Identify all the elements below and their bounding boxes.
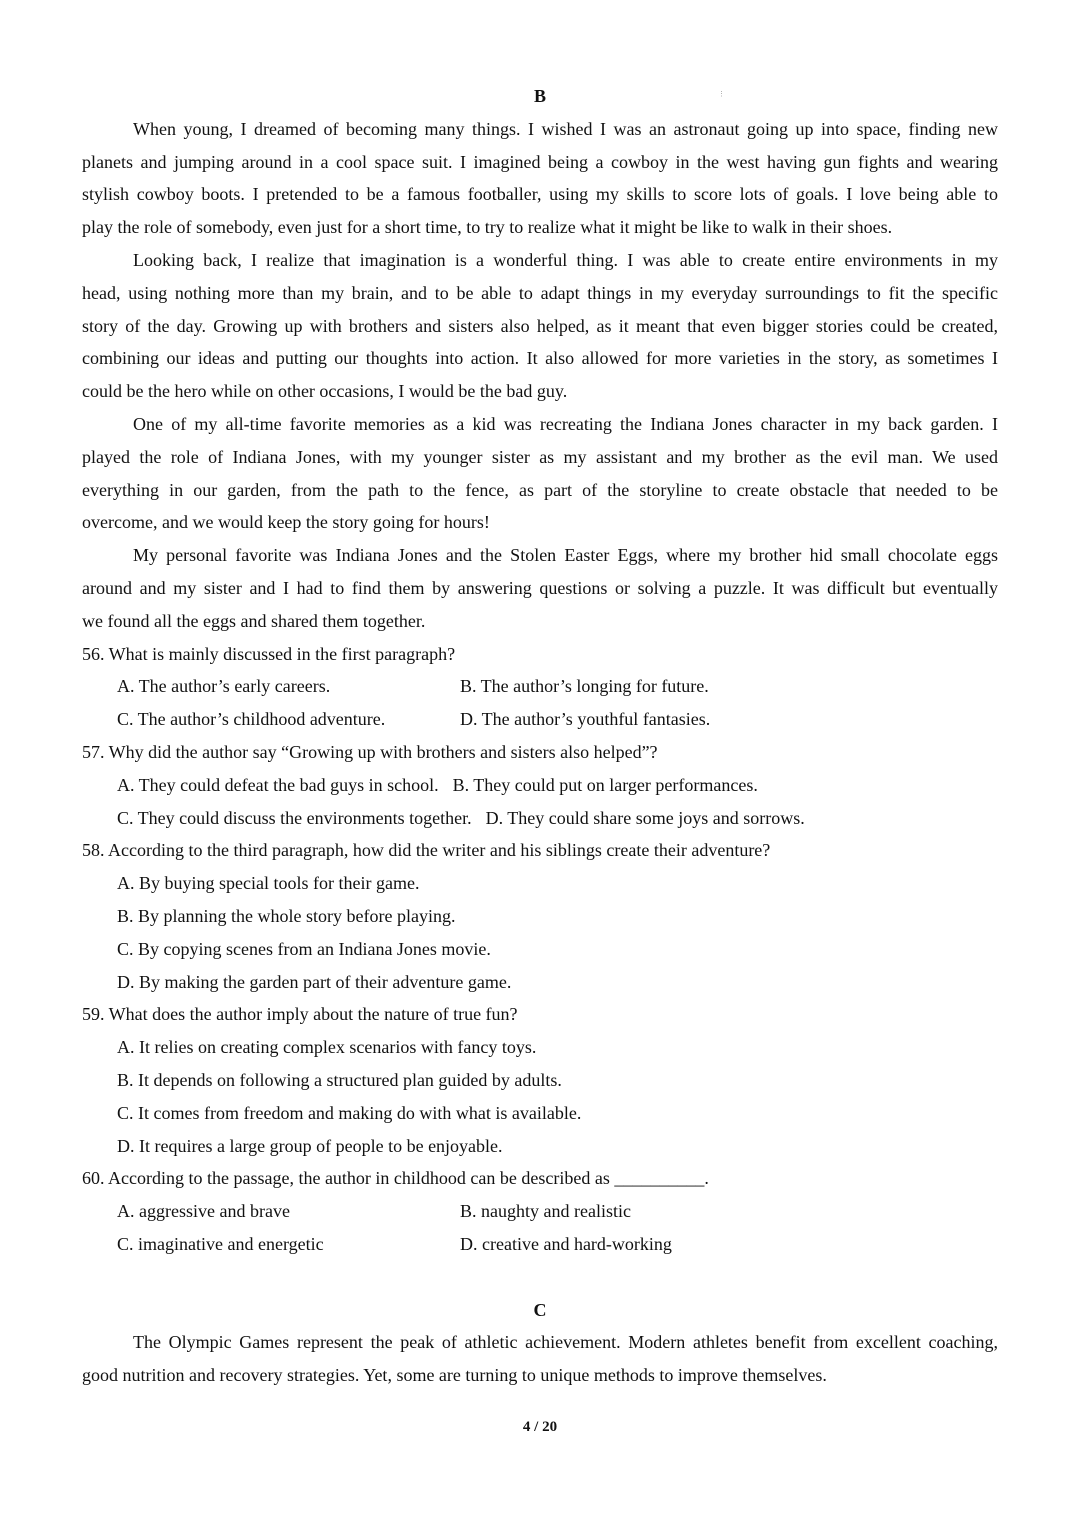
paragraph-line: planets and jumping around in a cool space suit. I imagined being a cowboy in the west having gun fights and wearing (82, 151, 998, 172)
options-row (82, 769, 998, 802)
paragraph-line: head, using nothing more than my brain, and to be able to adapt things in my everyday surroundings to fit the specific (82, 282, 998, 303)
options-row (82, 1130, 998, 1163)
options-row (82, 1097, 998, 1130)
answer-option: A. aggressive and brave (117, 1201, 290, 1222)
question-text: 58. According to the third paragraph, how did the writer and his siblings create their adventure? (82, 840, 771, 861)
paragraph-line: Looking back, I realize that imagination is a wonderful thing. I was able to create entire environments in my (133, 249, 998, 270)
scan-mark: ⋮ (718, 90, 725, 98)
options-row (82, 670, 998, 703)
question-item (82, 736, 998, 834)
question-item (82, 834, 998, 998)
answer-option: B. It depends on following a structured plan guided by adults. (117, 1069, 562, 1090)
answer-option: D. It requires a large group of people to be enjoyable. (117, 1135, 503, 1156)
paragraph-line: we found all the eggs and shared them together. (82, 610, 426, 631)
paragraph (82, 113, 998, 244)
paragraph-line: stylish cowboy boots. I pretended to be a famous footballer, using my skills to score lots of goals. I love being able to (82, 184, 998, 205)
options-row (82, 900, 998, 933)
answer-option: A. They could defeat the bad guys in school. (117, 774, 439, 795)
options-row (82, 867, 998, 900)
paragraph-line: overcome, and we would keep the story going for hours! (82, 512, 490, 533)
answer-option: A. The author’s early careers. (117, 676, 331, 697)
paragraph-line: combining our ideas and putting our thoughts into action. It also allowed for more varieties in the story, as sometimes I (82, 348, 998, 369)
document-body (82, 80, 998, 1392)
options-row (82, 1228, 998, 1261)
answer-option: B. The author’s longing for future. (460, 676, 709, 697)
options-row (82, 966, 998, 999)
paragraph (82, 244, 998, 408)
paragraph-line: When young, I dreamed of becoming many things. I wished I was an astronaut going up into space, finding new (133, 118, 998, 139)
paragraph-line: play the role of somebody, even just for a short time, to try to realize what it might be like to walk in their shoes. (82, 217, 893, 238)
question-text: 57. Why did the author say “Growing up with brothers and sisters also helped”? (82, 741, 658, 762)
section-c-passage (82, 1326, 998, 1392)
paragraph (82, 539, 998, 637)
answer-option: C. By copying scenes from an Indiana Jones movie. (117, 938, 491, 959)
question-text: 56. What is mainly discussed in the first paragraph? (82, 643, 456, 664)
options-row (82, 1031, 998, 1064)
answer-option: A. By buying special tools for their game. (117, 873, 420, 894)
paragraph-line: could be the hero while on other occasions, I would be the bad guy. (82, 381, 568, 402)
paragraph-line: The Olympic Games represent the peak of athletic achievement. Modern athletes benefit from excellent coaching, (133, 1332, 998, 1353)
options-row (82, 1195, 998, 1228)
question-item (82, 638, 998, 736)
paragraph-line: story of the day. Growing up with brothers and sisters also helped, as it meant that even bigger stories could be created, (82, 315, 998, 336)
options-row (82, 1064, 998, 1097)
question-text: 59. What does the author imply about the nature of true fun? (82, 1004, 518, 1025)
paragraph-line: My personal favorite was Indiana Jones and the Stolen Easter Eggs, where my brother hid small chocolate eggs (133, 545, 998, 566)
answer-option: D. creative and hard-working (460, 1233, 672, 1254)
options-row (82, 802, 998, 835)
options-row (82, 933, 998, 966)
options-row (82, 703, 998, 736)
answer-option: C. imaginative and energetic (117, 1233, 324, 1254)
paragraph-line: played the role of Indiana Jones, with my younger sister as my assistant and my brother as the evil man. We used (82, 446, 998, 467)
answer-option: B. They could put on larger performances. (452, 774, 758, 795)
paragraph (82, 1326, 998, 1392)
question-text: 60. According to the passage, the author in childhood can be described as __________. (82, 1168, 709, 1189)
section-c-title: C (533, 1299, 547, 1320)
answer-option: D. By making the garden part of their adventure game. (117, 971, 512, 992)
answer-option: C. It comes from freedom and making do with what is available. (117, 1102, 582, 1123)
page-number: 4 / 20 (522, 1419, 558, 1435)
question-item (82, 998, 998, 1162)
answer-option: C. The author’s childhood adventure. (117, 709, 386, 730)
paragraph-line: One of my all-time favorite memories as a kid was recreating the Indiana Jones character in my back garden. I (133, 413, 998, 434)
section-b-questions (82, 638, 998, 1261)
paragraph-line: around and my sister and I had to find them by answering questions or solving a puzzle. It was difficult but eventually (82, 577, 998, 598)
question-item (82, 1162, 998, 1260)
answer-option: A. It relies on creating complex scenarios with fancy toys. (117, 1037, 537, 1058)
answer-option: B. naughty and realistic (460, 1201, 631, 1222)
paragraph-line: everything in our garden, from the path to the fence, as part of the storyline to create obstacle that needed to be (82, 479, 998, 500)
answer-option: C. They could discuss the environments together. (117, 807, 472, 828)
answer-option: D. The author’s youthful fantasies. (460, 709, 711, 730)
section-b-passage (82, 113, 998, 638)
answer-option: B. By planning the whole story before playing. (117, 905, 456, 926)
paragraph (82, 408, 998, 539)
answer-option: D. They could share some joys and sorrows. (485, 807, 805, 828)
section-b-title: B (533, 86, 546, 106)
paragraph-line: good nutrition and recovery strategies. Yet, some are turning to unique methods to improve themselves. (82, 1365, 827, 1386)
